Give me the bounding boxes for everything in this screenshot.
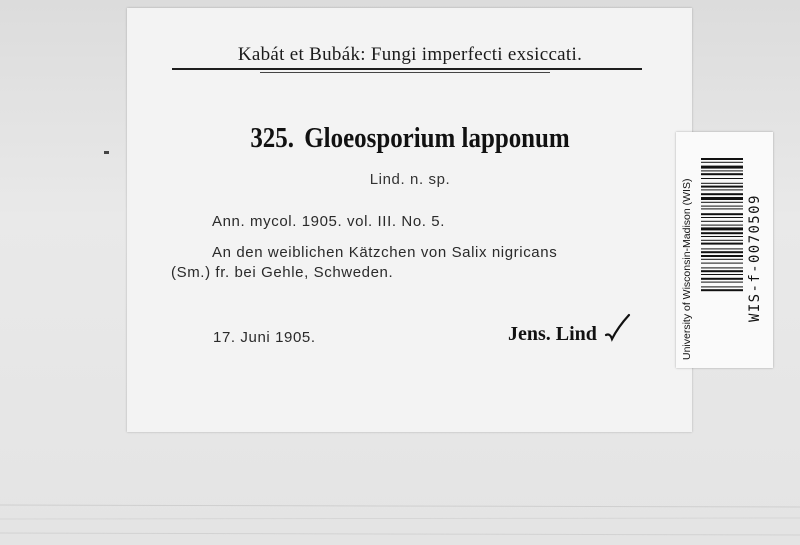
barcode-bar (701, 248, 743, 249)
barcode-bar (701, 166, 743, 169)
barcode-bar (701, 259, 743, 260)
barcode-bar (701, 227, 743, 230)
header-rule (172, 68, 642, 70)
barcode-bar (701, 217, 743, 218)
barcode-bar (701, 270, 743, 272)
barcode-bar (701, 186, 743, 188)
barcode-bar (701, 170, 743, 171)
barcode-bar (701, 183, 743, 184)
barcode-bar (701, 240, 743, 241)
barcode-bar (701, 193, 743, 195)
barcode-bar (701, 208, 743, 209)
collection-date: 17. Juni 1905. (213, 329, 316, 346)
species-title (229, 122, 590, 155)
accession-number: WIS-f-0070509 (747, 194, 763, 322)
barcode-bars (701, 158, 743, 366)
barcode-bar (701, 225, 743, 226)
species-author: Lind. n. sp. (369, 171, 451, 188)
institution-text: University of Wisconsin-Madison (WIS) (681, 178, 693, 360)
barcode-bar (701, 243, 743, 245)
barcode-bar (701, 267, 743, 268)
handwritten-check-mark (598, 313, 632, 345)
barcode-bar (701, 263, 743, 264)
barcode-bar (701, 173, 743, 175)
species-name: Gloeosporium lapponum (304, 122, 570, 154)
barcode-bar (701, 255, 743, 257)
barcode-bar (701, 158, 743, 160)
host-description-line-1: An den weiblichen Kätzchen von Salix nigricans (212, 244, 558, 261)
barcode-bar (701, 286, 743, 287)
barcode-bar (701, 189, 743, 190)
barcode-bar (701, 232, 743, 234)
header-underline (260, 72, 550, 73)
barcode-bar (701, 236, 743, 237)
exsiccata-header: Kabát et Bubák: Fungi imperfecti exsiccati. (237, 44, 583, 65)
barcode-bar (701, 206, 743, 207)
barcode-bar (701, 197, 743, 200)
scan-speck (104, 151, 109, 154)
barcode-bar (701, 274, 743, 275)
barcode-bar (701, 221, 743, 222)
barcode-bar (701, 178, 743, 179)
collector-name: Jens. Lind (508, 323, 597, 345)
barcode-bar (701, 162, 743, 163)
barcode-bar (701, 202, 743, 203)
barcode-bar (701, 251, 743, 253)
exsiccata-number: 325. (250, 122, 294, 154)
host-description-line-2: (Sm.) fr. bei Gehle, Schweden. (171, 264, 394, 281)
barcode-bar (701, 278, 743, 280)
barcode-bar (701, 213, 743, 215)
barcode-bar (701, 289, 743, 291)
scan-edge-lines (0, 495, 800, 545)
barcode-bar (701, 282, 743, 283)
publication-citation: Ann. mycol. 1905. vol. III. No. 5. (212, 213, 445, 230)
